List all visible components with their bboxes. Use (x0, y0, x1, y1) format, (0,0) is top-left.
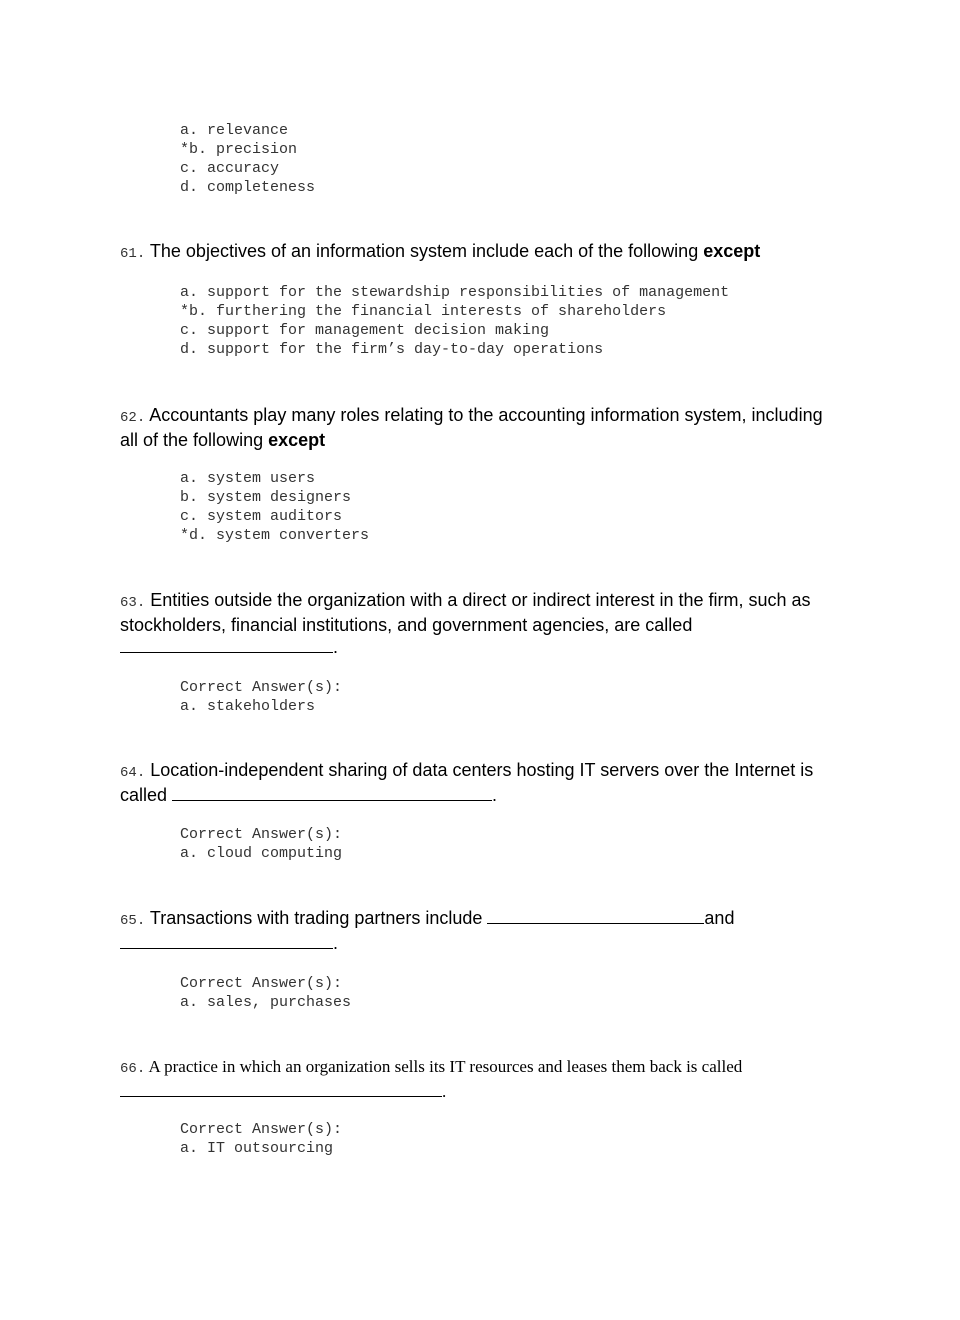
q63-end: . (333, 637, 339, 657)
q64-answer: a. cloud computing (180, 845, 343, 862)
q61-emphasis: except (703, 241, 761, 261)
q65-answers (180, 974, 351, 1012)
q63-question: 63. Entities outside the organization with a direct or indirect interest in the firm, such as stockholders, financial institutions, and government agencies, are called . (120, 590, 811, 657)
q66-question: 66. A practice in which an organization sells its IT resources and leases them back is called . (120, 1057, 743, 1101)
q65-text: Transactions with trading partners include (149, 908, 483, 928)
q64-blank (172, 784, 492, 801)
q60-options (180, 121, 315, 197)
q66-number: 66 (120, 1061, 137, 1077)
q62-option-d: *d. system converters (180, 527, 370, 544)
q62-option-c: c. system auditors (180, 508, 343, 525)
q64-question: 64. Location-independent sharing of data centers hosting IT servers over the Internet is called . (120, 760, 814, 805)
q66-answers (180, 1120, 342, 1158)
q61-options (180, 283, 729, 359)
q61-option-b: *b. furthering the financial interests of shareholders (180, 303, 667, 320)
q65-answer-header: Correct Answer(s): (180, 975, 343, 992)
q66-end: . (442, 1082, 447, 1101)
q60-option-a: a. relevance (180, 122, 289, 139)
q62-text: Accountants play many roles relating to the accounting information system, including all of the following (120, 405, 823, 450)
q65-blank-1 (487, 907, 704, 924)
q60-option-c: c. accuracy (180, 160, 280, 177)
q64-number: 64 (120, 765, 137, 781)
q64-answers (180, 825, 342, 863)
q66-text: A practice in which an organization sells its IT resources and leases them back is called (148, 1057, 743, 1076)
q61-number: 61 (120, 246, 137, 262)
q65-blank-2 (120, 932, 333, 949)
q61-text: The objectives of an information system include each of the following (149, 241, 699, 261)
q62-option-a: a. system users (180, 470, 316, 487)
q60-option-d: d. completeness (180, 179, 316, 196)
q61-question: 61. The objectives of an information system include each of the following except (120, 241, 761, 262)
q65-number: 65 (120, 913, 137, 929)
q61-option-c: c. support for management decision making (180, 322, 550, 339)
q64-answer-header: Correct Answer(s): (180, 826, 343, 843)
q63-number: 63 (120, 595, 137, 611)
q62-number: 62 (120, 410, 137, 426)
q64-end: . (492, 785, 498, 805)
q62-options (180, 469, 369, 545)
q65-question: 65. Transactions with trading partners include and . (120, 908, 735, 953)
q63-blank (120, 636, 333, 653)
q63-answer-header: Correct Answer(s): (180, 679, 343, 696)
q61-option-d: d. support for the firm’s day-to-day operations (180, 341, 604, 358)
q62-emphasis: except (268, 430, 326, 450)
q65-mid: and (704, 908, 735, 928)
q63-answers (180, 678, 342, 716)
q63-answer: a. stakeholders (180, 698, 316, 715)
q60-option-b: *b. precision (180, 141, 298, 158)
q66-answer-header: Correct Answer(s): (180, 1121, 343, 1138)
q66-blank (120, 1080, 442, 1097)
q62-question: 62. Accountants play many roles relating to the accounting information system, including all of the following except (120, 405, 823, 450)
q63-text: Entities outside the organization with a direct or indirect interest in the firm, such as stockholders, financial institutions, and government agencies, are called (120, 590, 811, 635)
q61-option-a: a. support for the stewardship responsibilities of management (180, 284, 730, 301)
q65-end: . (333, 933, 339, 953)
q62-option-b: b. system designers (180, 489, 352, 506)
q66-answer: a. IT outsourcing (180, 1140, 334, 1157)
q65-answer: a. sales, purchases (180, 994, 352, 1011)
q64-text: Location-independent sharing of data centers hosting IT servers over the Internet is called (120, 760, 814, 805)
